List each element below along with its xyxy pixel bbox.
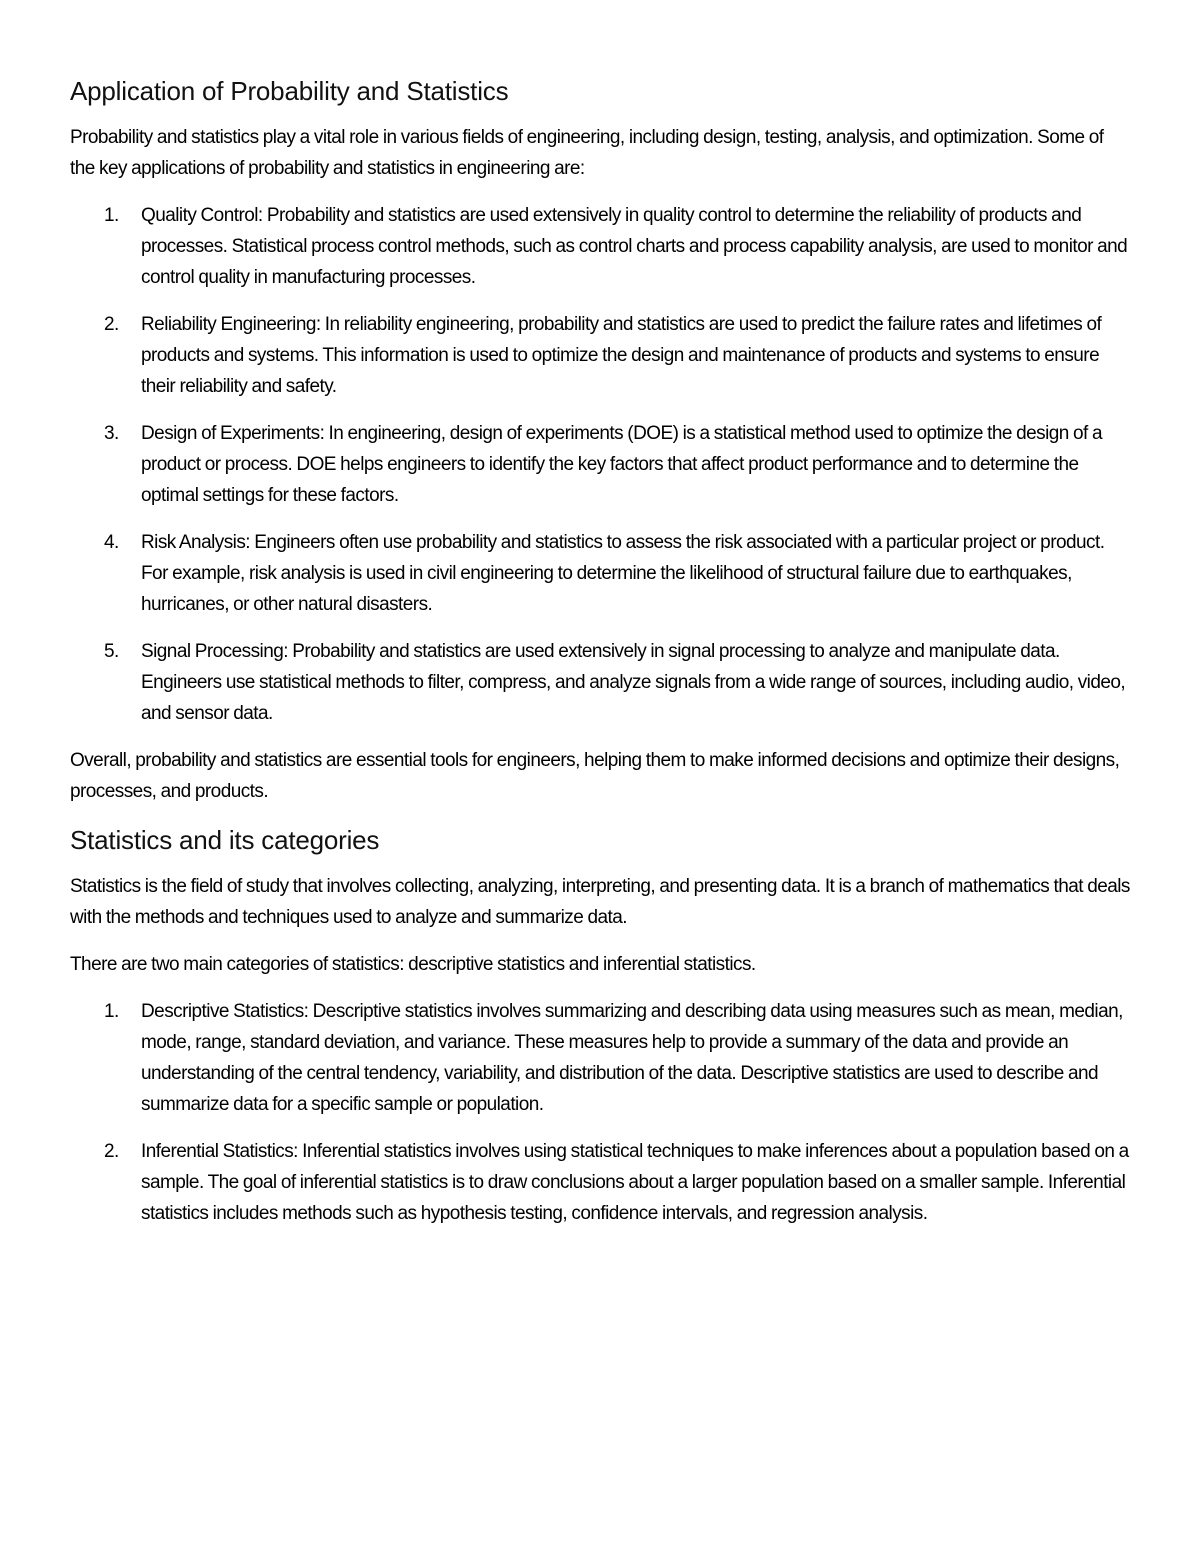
list-number: 3. (104, 423, 119, 444)
applications-list (70, 200, 1132, 729)
list-item (70, 527, 1132, 620)
list-item-text: Design of Experiments: In engineering, design of experiments (DOE) is a statistical method used to optimize the design of a product or process. DOE helps engineers to identify the key factors that affect product performance and to determine the optimal settings for these factors. (141, 423, 1102, 506)
list-item-text: Signal Processing: Probability and statistics are used extensively in signal processing to analyze and manipulate data. Engineers use statistical methods to filter, compress, and analyze signals from a wide range of sources, including audio, video, and sensor data. (141, 641, 1126, 724)
categories-list (70, 996, 1132, 1229)
list-item (70, 418, 1132, 511)
list-number: 2. (104, 314, 119, 335)
section-heading-categories: Statistics and its categories (70, 825, 380, 855)
list-number: 1. (104, 205, 119, 226)
definition-paragraph: Statistics is the field of study that involves collecting, analyzing, interpreting, and presenting data. It is a branch of mathematics that deals with the methods and techniques used to analyze and summarize data. (70, 876, 1130, 928)
list-item (70, 309, 1132, 402)
list-item (70, 1136, 1132, 1229)
categories-intro-paragraph: There are two main categories of statistics: descriptive statistics and inferential statistics. (70, 954, 756, 975)
list-item-text: Reliability Engineering: In reliability engineering, probability and statistics are used to predict the failure rates and lifetimes of products and systems. This information is used to optimize the design and maintenance of products and systems to ensure their reliability and safety. (141, 314, 1102, 397)
list-item (70, 200, 1132, 293)
document-page (70, 74, 1132, 1245)
list-item-text: Risk Analysis: Engineers often use probability and statistics to assess the risk associated with a particular project or product. For example, risk analysis is used in civil engineering to determine the likelihood of structural failure due to earthquakes, hurricanes, or other natural disasters. (141, 532, 1105, 615)
list-number: 4. (104, 532, 119, 553)
list-item-text: Descriptive Statistics: Descriptive statistics involves summarizing and describing data using measures such as mean, median, mode, range, standard deviation, and variance. These measures help to provide a summary of the data and provide an understanding of the central tendency, variability, and distribution of the data. Descriptive statistics are used to describe and summarize data for a specific sample or population. (141, 1001, 1123, 1115)
list-item-text: Quality Control: Probability and statistics are used extensively in quality control to determine the reliability of products and processes. Statistical process control methods, such as control charts and process capability analysis, are used to monitor and control quality in manufacturing processes. (141, 205, 1128, 288)
list-number: 1. (104, 1001, 119, 1022)
list-item-text: Inferential Statistics: Inferential statistics involves using statistical techniques to make inferences about a population based on a sample. The goal of inferential statistics is to draw conclusions about a larger population based on a smaller sample. Inferential statistics includes methods such as hypothesis testing, confidence intervals, and regression analysis. (141, 1141, 1129, 1224)
intro-paragraph: Probability and statistics play a vital role in various fields of engineering, including design, testing, analysis, and optimization. Some of the key applications of probability and statistics in engineering are: (70, 127, 1104, 179)
list-item (70, 996, 1132, 1120)
list-number: 5. (104, 641, 119, 662)
conclusion-paragraph: Overall, probability and statistics are essential tools for engineers, helping them to make informed decisions and optimize their designs, processes, and products. (70, 750, 1120, 802)
list-number: 2. (104, 1141, 119, 1162)
list-item (70, 636, 1132, 729)
section-heading-applications: Application of Probability and Statistics (70, 76, 509, 106)
